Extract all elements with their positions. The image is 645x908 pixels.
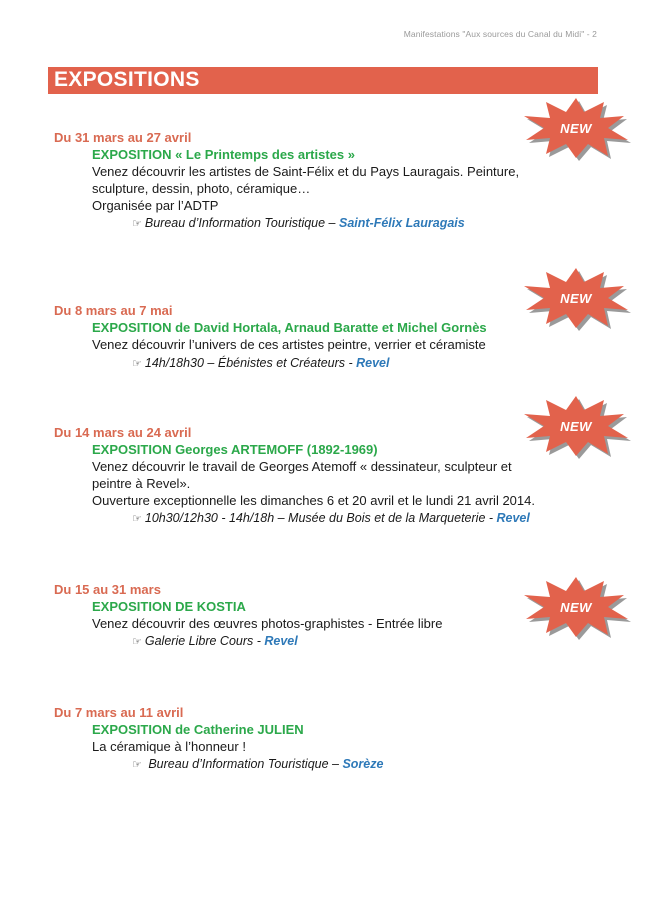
event-description (92, 458, 612, 509)
event-title: EXPOSITION de David Hortala, Arnaud Baratte et Michel Gornès (92, 320, 487, 335)
event-location (132, 511, 530, 525)
event-location-text: Bureau d’Information Touristique – (144, 757, 343, 771)
event-description (92, 738, 612, 755)
event-description-line: Venez découvrir des œuvres photos-graphistes - Entrée libre (92, 616, 443, 631)
event-description-line: sculpture, dessin, photo, céramique… (92, 181, 311, 196)
pointing-hand-icon: ☞ (132, 759, 142, 771)
event-location-text: Galerie Libre Cours - (144, 634, 265, 648)
pointing-hand-icon: ☞ (132, 358, 142, 370)
event-title: EXPOSITION DE KOSTIA (92, 599, 246, 614)
event-town: Revel (356, 356, 390, 370)
running-header: Manifestations "Aux sources du Canal du Midi" - 2 (403, 29, 597, 39)
event-description-line: Ouverture exceptionnelle les dimanches 6 et 20 avril et le lundi 21 avril 2014. (92, 493, 535, 508)
event-description-line: Organisée par l’ADTP (92, 198, 219, 213)
event-description (92, 163, 612, 214)
event-location-text: 14h/18h30 – Ébénistes et Créateurs - (144, 356, 357, 370)
event-town: Saint-Félix Lauragais (338, 216, 465, 230)
event-date: Du 31 mars au 27 avril (54, 130, 192, 145)
event-description-line: peintre à Revel». (92, 476, 191, 491)
new-badge (520, 392, 632, 460)
pointing-hand-icon: ☞ (132, 218, 142, 230)
event-location-text: Bureau d’Information Touristique – (144, 216, 339, 230)
event-location (132, 634, 298, 648)
event-location (132, 757, 383, 771)
event-description (92, 336, 612, 353)
event-town: Revel (264, 634, 298, 648)
new-badge-label: NEW (560, 290, 592, 306)
new-badge (520, 264, 632, 332)
section-title: EXPOSITIONS (54, 68, 200, 91)
new-badge (520, 94, 632, 162)
event-town: Revel (496, 511, 530, 525)
event-date: Du 15 au 31 mars (54, 582, 161, 597)
pointing-hand-icon: ☞ (132, 636, 142, 648)
event-date: Du 7 mars au 11 avril (54, 705, 184, 720)
event-title: EXPOSITION « Le Printemps des artistes » (92, 147, 355, 162)
event-title: EXPOSITION Georges ARTEMOFF (1892-1969) (92, 442, 378, 457)
event-description-line: Venez découvrir l’univers de ces artistes peintre, verrier et céramiste (92, 337, 486, 352)
event-location-text: 10h30/12h30 - 14h/18h – Musée du Bois et de la Marqueterie - (144, 511, 497, 525)
event-date: Du 8 mars au 7 mai (54, 303, 173, 318)
new-badge-label: NEW (560, 418, 592, 434)
event-title: EXPOSITION de Catherine JULIEN (92, 722, 304, 737)
new-badge (520, 573, 632, 641)
event-date: Du 14 mars au 24 avril (54, 425, 192, 440)
event-town: Sorèze (342, 757, 384, 771)
event-description-line: Venez découvrir les artistes de Saint-Félix et du Pays Lauragais. Peinture, (92, 164, 520, 179)
event-location (132, 356, 389, 370)
event-description-line: Venez découvrir le travail de Georges Atemoff « dessinateur, sculpteur et (92, 459, 512, 474)
new-badge-label: NEW (560, 120, 592, 136)
new-badge-label: NEW (560, 599, 592, 615)
event-description-line: La céramique à l’honneur ! (92, 739, 246, 754)
section-header-bar (48, 67, 598, 94)
pointing-hand-icon: ☞ (132, 513, 142, 525)
event-location (132, 216, 465, 230)
